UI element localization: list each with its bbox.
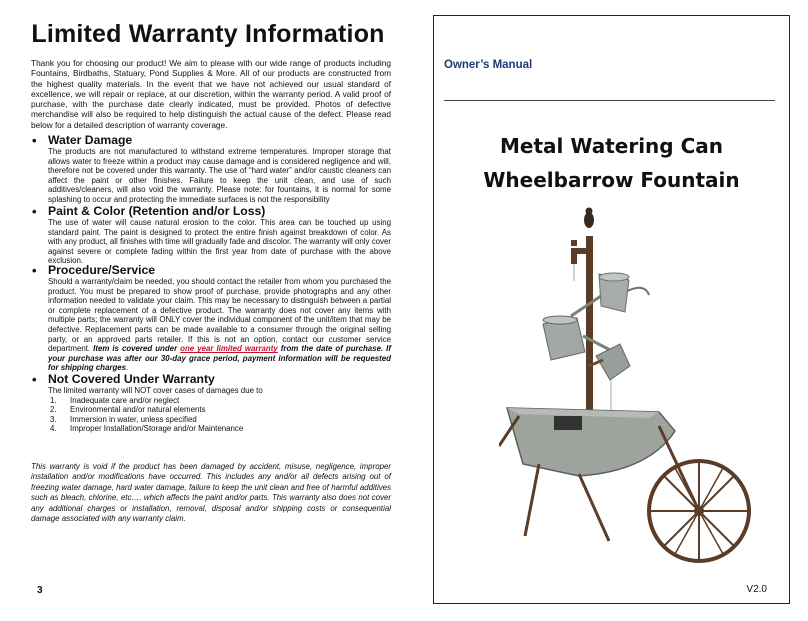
disclaimer-paragraph: This warranty is void if the product has been damaged by accident, misuse, negligence, improper installation and/or modifications have occurred. This includes any and/or all defects arising out of freezing water damage, hard water damage, failure to keep the unit clean and free of harmful additives such as bleach, chlorine, etc…. which affects the paint and/or parts. This warranty also does not cover any additional charges or installation, removal, disposal and/or shipping costs or consequential damage associated with any warranty claim. — [31, 462, 391, 524]
section-body: The use of water will cause natural erosion to the color. This area can be touched up using standard paint. The paint is designed to protect the entire finish against breakdown of color. As with any product, all finishes with time will gradually fade and discolor. The warranty will only cover against severe or complete fading within the first year from date of purchase with the above exclusion. — [48, 218, 391, 266]
bullet-icon: • — [32, 204, 37, 219]
product-title-line-2: Wheelbarrow Fountain — [483, 168, 740, 192]
section-body: The limited warranty will NOT cover cases of damages due to — [48, 386, 263, 395]
section-paint-color — [31, 205, 391, 266]
bullet-icon: • — [32, 263, 37, 278]
product-title-line-1: Metal Watering Can — [500, 134, 723, 158]
list-item: 1. Inadequate care and/or neglect — [50, 395, 180, 405]
exclusions-list — [31, 396, 391, 434]
page-title: Limited Warranty Information — [31, 20, 385, 48]
page-number: 3 — [37, 585, 43, 596]
wheelbarrow-fountain-image — [499, 206, 769, 576]
section-procedure-service — [31, 264, 391, 373]
section-water-damage — [31, 134, 391, 205]
version-label: V2.0 — [746, 584, 767, 595]
wheel-frame — [659, 426, 699, 511]
wheelbarrow-leg — [525, 464, 539, 536]
list-item: 2. Environmental and/or natural elements — [50, 405, 206, 415]
bullet-icon: • — [32, 372, 37, 387]
pump-box — [554, 416, 582, 430]
list-item: 3. Immersion in water, unless specified — [50, 414, 197, 424]
intro-paragraph: Thank you for choosing our product! We aim to please with our wide range of products including Fountains, Birdbaths, Statuary, Pond Supplies & More. All of our products are constructed from the highest quality materials. In the event that we have not achieved our usual standard of excellence, we will repair or replace, at our discretion, within the warranty period. A valid proof of purchase, with the purchase date clearly indicated, must be provided. Photos of defective merchandise will also be required to help distinguish the actual cause of the defect. Please read below for a detailed description of warranty coverage. — [31, 58, 391, 130]
section-heading: Water Damage — [48, 133, 133, 147]
section-not-covered — [31, 373, 391, 434]
section-heading: Not Covered Under Warranty — [48, 372, 215, 386]
section-body: The products are not manufactured to withstand extreme temperatures. Improper storage that allows water to freeze within a product may cause damage and is considered negligence and will, therefore not be covered under this warranty. The use of “hard water” and/or caustic cleaners can affect the paint or other finishes. Failure to keep the unit clean, and use of such additives/cleaners, will also void the warranty. Please note: for fountains, it is normal for some splashing to occur and protecting the immediate surfaces is not the responsibility — [48, 147, 391, 204]
section-heading: Procedure/Service — [48, 263, 156, 277]
watering-can-top — [571, 273, 649, 316]
bullet-icon: • — [32, 133, 37, 148]
wheelbarrow-basin — [507, 408, 675, 476]
section-heading: Paint & Color (Retention and/or Loss) — [48, 204, 266, 218]
owners-manual-label: Owner’s Manual — [444, 59, 533, 71]
cover-page — [433, 15, 790, 604]
list-item: 4. Improper Installation/Storage and/or Maintenance — [50, 424, 244, 434]
section-body: Should a warranty/claim be needed, you should contact the retailer from whom you purchased the product. You must be prepared to show proof of purchase, provide photographs and any other information needed to validate your claim. This may be necessary to distinguish between a partial or complete replacement of a defective product. The warranty does not cover any items with multiple parts; the warranty will ONLY cover the individual component of the unit/item that may be defective. Replacement parts can be made available to a consumer through the original selling party, or an approved parts retailer. If this is not an option, contact our customer service department. Item is covered under one year limited warranty from the date of purchase. If your purchase was after our 30-day grace period, payment information will be requested for shipping charges. — [48, 277, 391, 373]
warranty-term-link: one year limited warranty — [180, 344, 278, 354]
divider — [444, 100, 775, 101]
